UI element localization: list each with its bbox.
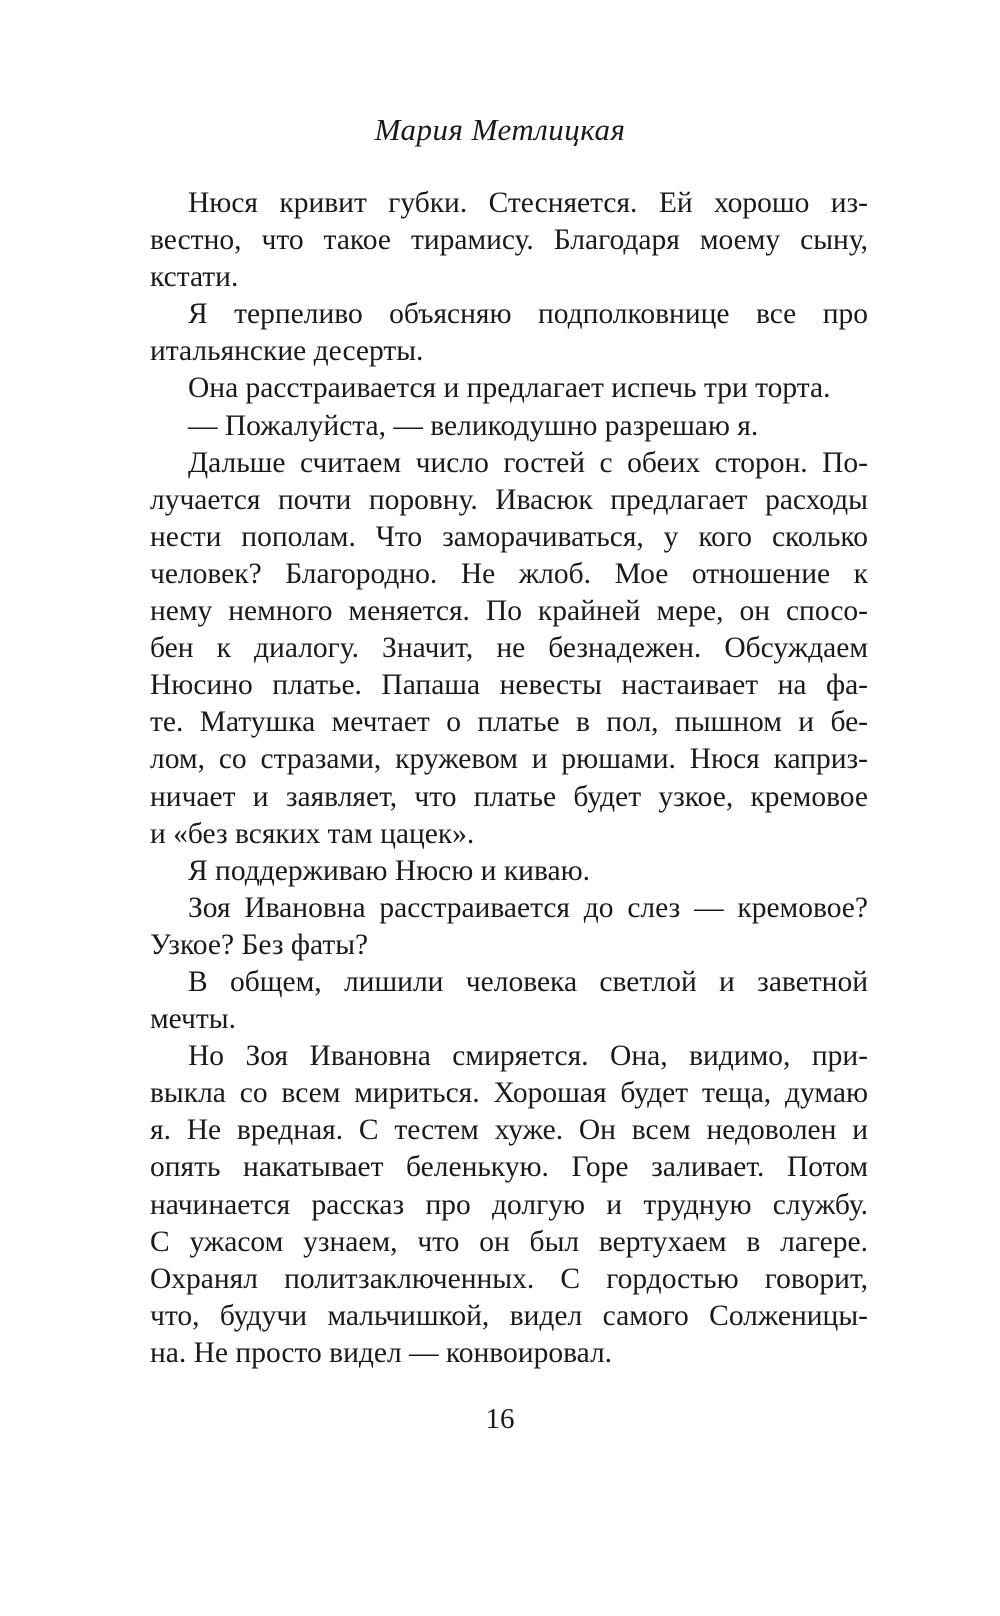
text-line: — Пожалуйста, — великодушно разрешаю я. (188, 409, 759, 442)
text-line: бен к диалогу. Значит, не безнадежен. Обсуждаем (150, 632, 868, 665)
text-line: и «без всяких там цацек». (150, 817, 475, 850)
text-line: Но Зоя Ивановна смиряется. Она, видимо, при- (188, 1040, 868, 1073)
text-line: опять накатывает беленькую. Горе заливает. Потом (150, 1151, 868, 1184)
text-line: лом, со стразами, кружевом и рюшами. Нюся каприз- (150, 743, 868, 776)
text-line: Я поддерживаю Нюсю и киваю. (188, 854, 590, 887)
text-line: Дальше считаем число гостей с обеих сторон. По- (188, 446, 868, 479)
page-number: 16 (485, 1403, 515, 1435)
text-line: нести пополам. Что заморачиваться, у кого сколько (150, 520, 868, 553)
text-line: человек? Благородно. Не жлоб. Мое отношение к (150, 557, 868, 590)
running-head-author: Мария Метлицкая (374, 112, 626, 147)
text-line: Она расстраивается и предлагает испечь три торта. (188, 372, 831, 405)
text-line: что, будучи мальчишкой, видел самого Солженицы- (150, 1299, 868, 1332)
text-line: на. Не просто видел — конвоировал. (150, 1336, 613, 1369)
text-line: лучается почти поровну. Ивасюк предлагает расходы (150, 483, 868, 516)
text-line: вестно, что такое тирамису. Благодаря моему сыну, (150, 224, 868, 257)
text-line: Нюсино платье. Папаша невесты настаивает на фа- (150, 669, 868, 702)
text-line: ничает и заявляет, что платье будет узкое, кремовое (150, 780, 868, 813)
text-line: В общем, лишили человека светлой и заветной (188, 965, 868, 998)
text-line: Я терпеливо объясняю подполковнице все про (188, 298, 868, 331)
text-line: те. Матушка мечтает о платье в пол, пышном и бе- (150, 706, 868, 739)
text-line: начинается рассказ про долгую и трудную службу. (150, 1188, 868, 1221)
text-line: Узкое? Без фаты? (150, 928, 369, 961)
text-line: мечты. (150, 1003, 236, 1036)
text-line: Зоя Ивановна расстраивается до слез — кремовое? (188, 891, 868, 924)
text-line: итальянские десерты. (150, 335, 424, 368)
text-line: нему немного меняется. По крайней мере, он спосо- (150, 595, 868, 628)
text-line: я. Не вредная. С тестем хуже. Он всем недоволен и (150, 1114, 868, 1147)
text-line: Охранял политзаключенных. С гордостью говорит, (150, 1262, 868, 1295)
text-line: выкла со всем мириться. Хорошая будет теща, думаю (150, 1077, 868, 1110)
text-line: Нюся кривит губки. Стесняется. Ей хорошо из- (188, 187, 868, 219)
body-text (150, 185, 868, 1372)
text-line: кстати. (150, 261, 239, 294)
text-line: С ужасом узнаем, что он был вертухаем в лагере. (150, 1225, 868, 1258)
